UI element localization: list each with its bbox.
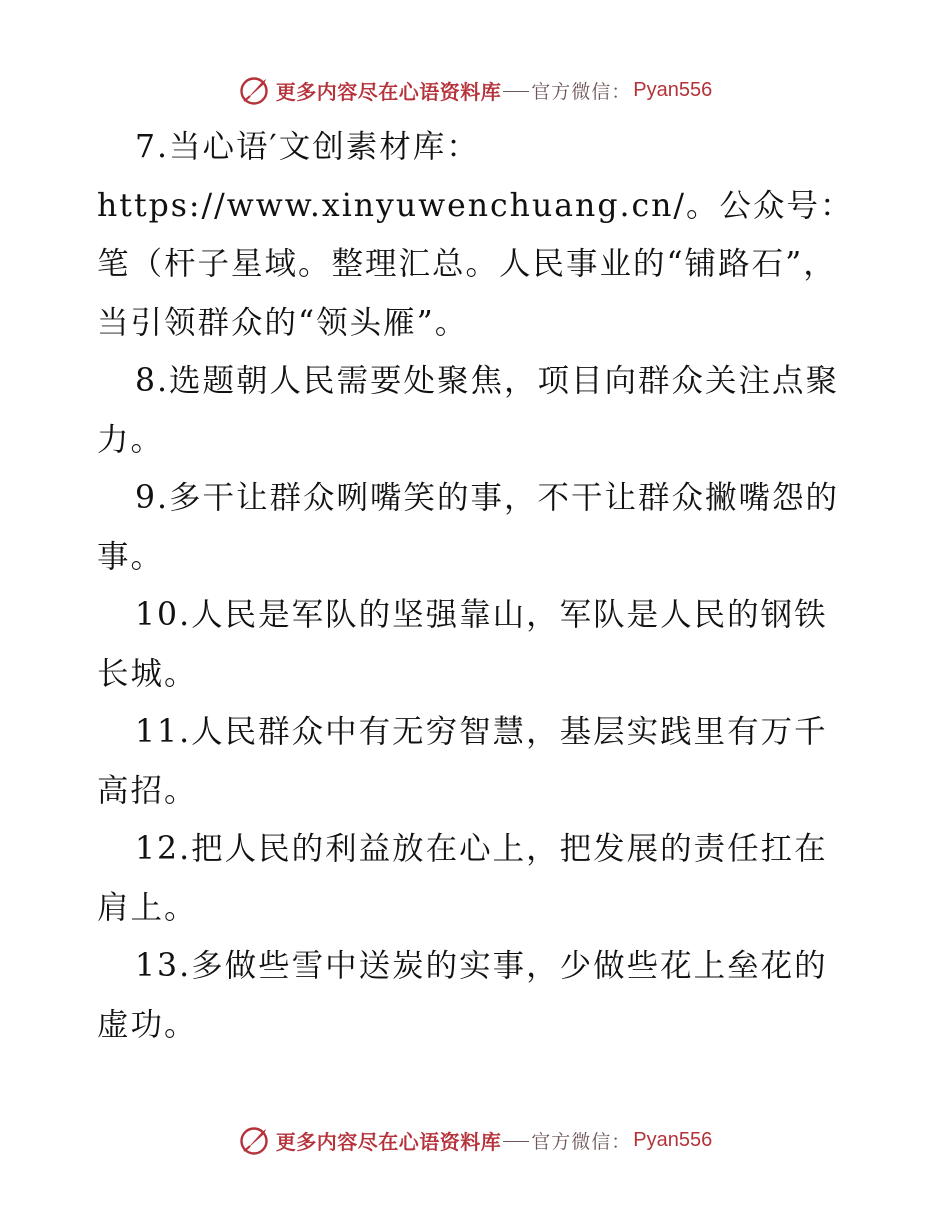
paragraph-11: 11.人民群众中有无穷智慧，基层实践里有万千高招。 [97, 714, 828, 809]
paragraph-7: 7.当心语′文创素材库：https://www.xinyuwenchuang.cn/。公众号：笔（杆子星域。整理汇总。人民事业的“铺路石”，当引领群众的“领头雁”。 [97, 129, 854, 341]
paragraph-8: 8.选题朝人民需要处聚焦，项目向群众关注点聚力。 [97, 363, 840, 458]
paragraph-10: 10.人民是军队的坚强靠山，军队是人民的钢铁长城。 [97, 597, 828, 692]
paragraph-13: 13.多做些雪中送炭的实事，少做些花上垒花的虚功。 [97, 948, 828, 1043]
header-wechat-id: Pyan556 [633, 78, 713, 101]
footer-wechat-label: 官方微信： [531, 1130, 632, 1153]
quill-logo-icon [238, 73, 272, 107]
document-body [97, 118, 857, 1054]
header-wechat-label: 官方微信： [531, 80, 632, 103]
footer-brand-text: 更多内容尽在心语资料库 [275, 1129, 502, 1154]
header-brand-text: 更多内容尽在心语资料库 [275, 79, 502, 104]
header-divider [503, 91, 529, 92]
header-banner [0, 70, 950, 110]
quill-logo-icon [238, 1123, 272, 1157]
paragraph-12: 12.把人民的利益放在心上，把发展的责任扛在肩上。 [97, 831, 828, 926]
footer-divider [503, 1141, 529, 1142]
footer-wechat-id: Pyan556 [633, 1128, 713, 1151]
footer-banner [0, 1120, 950, 1160]
paragraph-9: 9.多干让群众咧嘴笑的事，不干让群众撇嘴怨的事。 [97, 480, 840, 575]
